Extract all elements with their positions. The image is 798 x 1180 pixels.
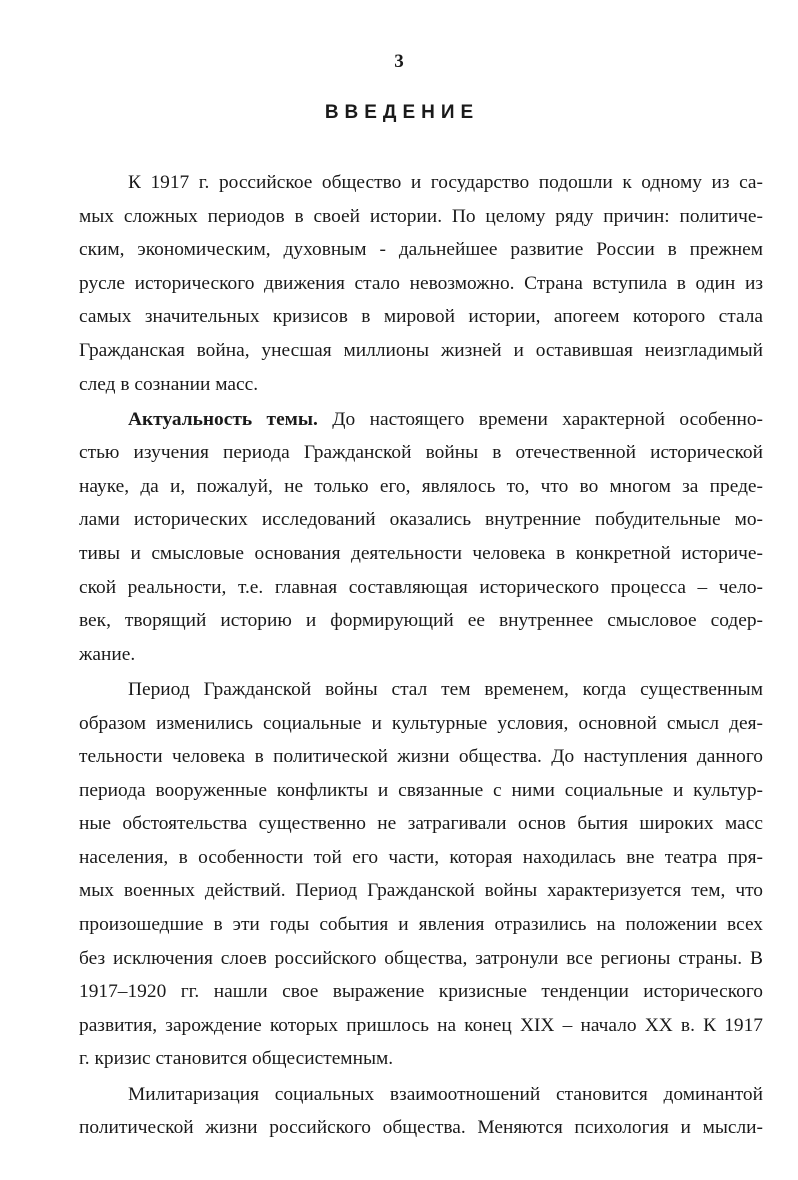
text-line: Гражданская война, унесшая миллионы жизней и оставившая неизгладимый xyxy=(79,339,763,361)
body-text xyxy=(79,166,763,1145)
text-line: 1917–1920 гг. нашли свое выражение кризисные тенденции исторического xyxy=(79,981,763,1003)
text-line: век, творящий историю и формирующий ее внутреннее смысловое содер- xyxy=(79,610,763,632)
page-number: 3 xyxy=(394,51,404,72)
text-line: Период Гражданской войны стал тем временем, когда существенным xyxy=(128,678,763,700)
text-line: г. кризис становится общесистемным. xyxy=(79,1048,394,1070)
text-line: мых военных действий. Период Гражданской войны характеризуется тем, что xyxy=(79,880,763,902)
text-line: ским, экономическим, духовным - дальнейшее развитие России в прежнем xyxy=(79,239,763,261)
paragraph-militarization xyxy=(79,1078,763,1145)
text-line: произошедшие в эти годы события и явления отразились на положении всех xyxy=(79,914,763,936)
text-line: ской реальности, т.е. главная составляющая исторического процесса – чело- xyxy=(79,576,763,598)
text-line: стью изучения периода Гражданской войны в отечественной исторической xyxy=(79,442,763,464)
text-line: развития, зарождение которых пришлось на конец XIX – начало XX в. К 1917 xyxy=(79,1014,763,1036)
paragraph-civil-war-period xyxy=(79,673,763,1076)
text-line: периода вооруженные конфликты и связанные с ними социальные и культур- xyxy=(79,779,763,801)
section-heading: ВВЕДЕНИЕ xyxy=(324,102,480,123)
relevance-lead: Актуальность темы. xyxy=(128,408,318,430)
text-line: без исключения слоев российского общества, затронули все регионы страны. В xyxy=(79,947,763,969)
text-line: мых сложных периодов в своей истории. По целому ряду причин: политиче- xyxy=(79,205,763,227)
text-line: науке, да и, пожалуй, не только его, являлось то, что во многом за преде- xyxy=(79,475,763,497)
text-line: ные обстоятельства существенно не затрагивали основ бытия широких масс xyxy=(79,813,763,835)
text-line: русле исторического движения стало невозможно. Страна вступила в один из xyxy=(79,272,763,294)
text-line: тельности человека в политической жизни общества. До наступления данного xyxy=(79,746,763,768)
text-line: Милитаризация социальных взаимоотношений становится доминантой xyxy=(128,1083,763,1105)
text-line: след в сознании масс. xyxy=(79,373,259,395)
text-line: населения, в особенности той его части, которая находилась вне театра пря- xyxy=(79,846,763,868)
text-line: политической жизни российского общества. Меняются психология и мысли- xyxy=(79,1117,763,1139)
text-line: лами исторических исследований оказались внутренние побудительные мо- xyxy=(79,509,763,531)
text-line xyxy=(79,403,763,437)
text-line: тивы и смысловые основания деятельности человека в конкретной историче- xyxy=(79,543,763,565)
text-line: жание. xyxy=(79,643,136,665)
text-fragment: До настоящего времени характерной особенно- xyxy=(317,408,763,430)
text-line: образом изменились социальные и культурные условия, основной смысл дея- xyxy=(79,712,763,734)
text-line: самых значительных кризисов в мировой истории, апогеем которого стала xyxy=(79,306,763,328)
paragraph-intro xyxy=(79,166,763,401)
paragraph-relevance xyxy=(79,403,763,672)
text-line: К 1917 г. российское общество и государство подошли к одному из са- xyxy=(128,172,763,193)
